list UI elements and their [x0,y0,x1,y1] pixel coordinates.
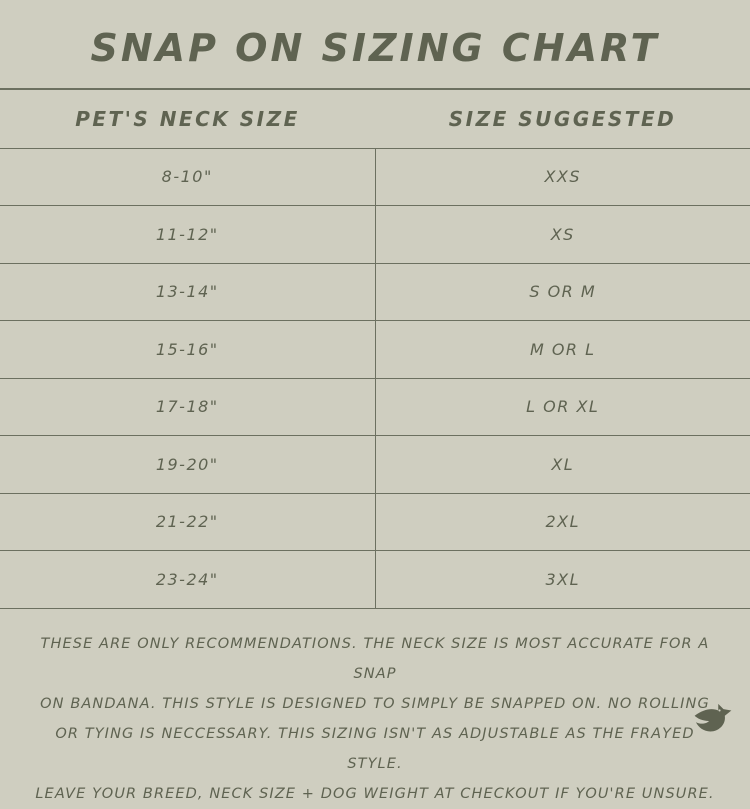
table-row [0,148,750,206]
cell-size-suggested: XS [375,206,750,264]
table-row [0,378,750,436]
sizing-table [0,90,750,609]
table-row [0,551,750,609]
page-title: SNAP ON SIZING CHART [90,26,660,70]
notes-line: OR TYING IS NECCESSARY. THIS SIZING ISN'T AS ADJUSTABLE AS THE FRAYED STYLE. [55,725,695,772]
notes-line: ON BANDANA. THIS STYLE IS DESIGNED TO SIMPLY BE SNAPPED ON. NO ROLLING [40,695,710,712]
disclaimer-notes [0,609,750,809]
cell-size-suggested: L OR XL [375,378,750,436]
cell-neck-size: 8-10" [0,148,375,206]
cell-size-suggested: 2XL [375,493,750,551]
cell-neck-size: 23-24" [0,551,375,609]
cell-size-suggested: XXS [375,148,750,206]
cell-size-suggested: XL [375,436,750,494]
notes-line: THESE ARE ONLY RECOMMENDATIONS. THE NECK SIZE IS MOST ACCURATE FOR A SNAP [40,635,710,682]
notes-line: LEAVE YOUR BREED, NECK SIZE + DOG WEIGHT AT CHECKOUT IF YOU'RE UNSURE. [35,785,715,802]
table-row [0,493,750,551]
cell-neck-size: 19-20" [0,436,375,494]
cell-neck-size: 17-18" [0,378,375,436]
cell-neck-size: 13-14" [0,263,375,321]
table-row [0,263,750,321]
cell-neck-size: 11-12" [0,206,375,264]
table-row [0,206,750,264]
column-header-neck-size: PET'S NECK SIZE [0,90,375,149]
cell-size-suggested: 3XL [375,551,750,609]
column-header-size-suggested: SIZE SUGGESTED [375,90,750,149]
table-row [0,321,750,379]
table-row [0,436,750,494]
cell-size-suggested: S OR M [375,263,750,321]
table-header-row [0,90,750,149]
cell-neck-size: 21-22" [0,493,375,551]
cell-size-suggested: M OR L [375,321,750,379]
cell-neck-size: 15-16" [0,321,375,379]
bird-logo-icon [692,696,734,738]
